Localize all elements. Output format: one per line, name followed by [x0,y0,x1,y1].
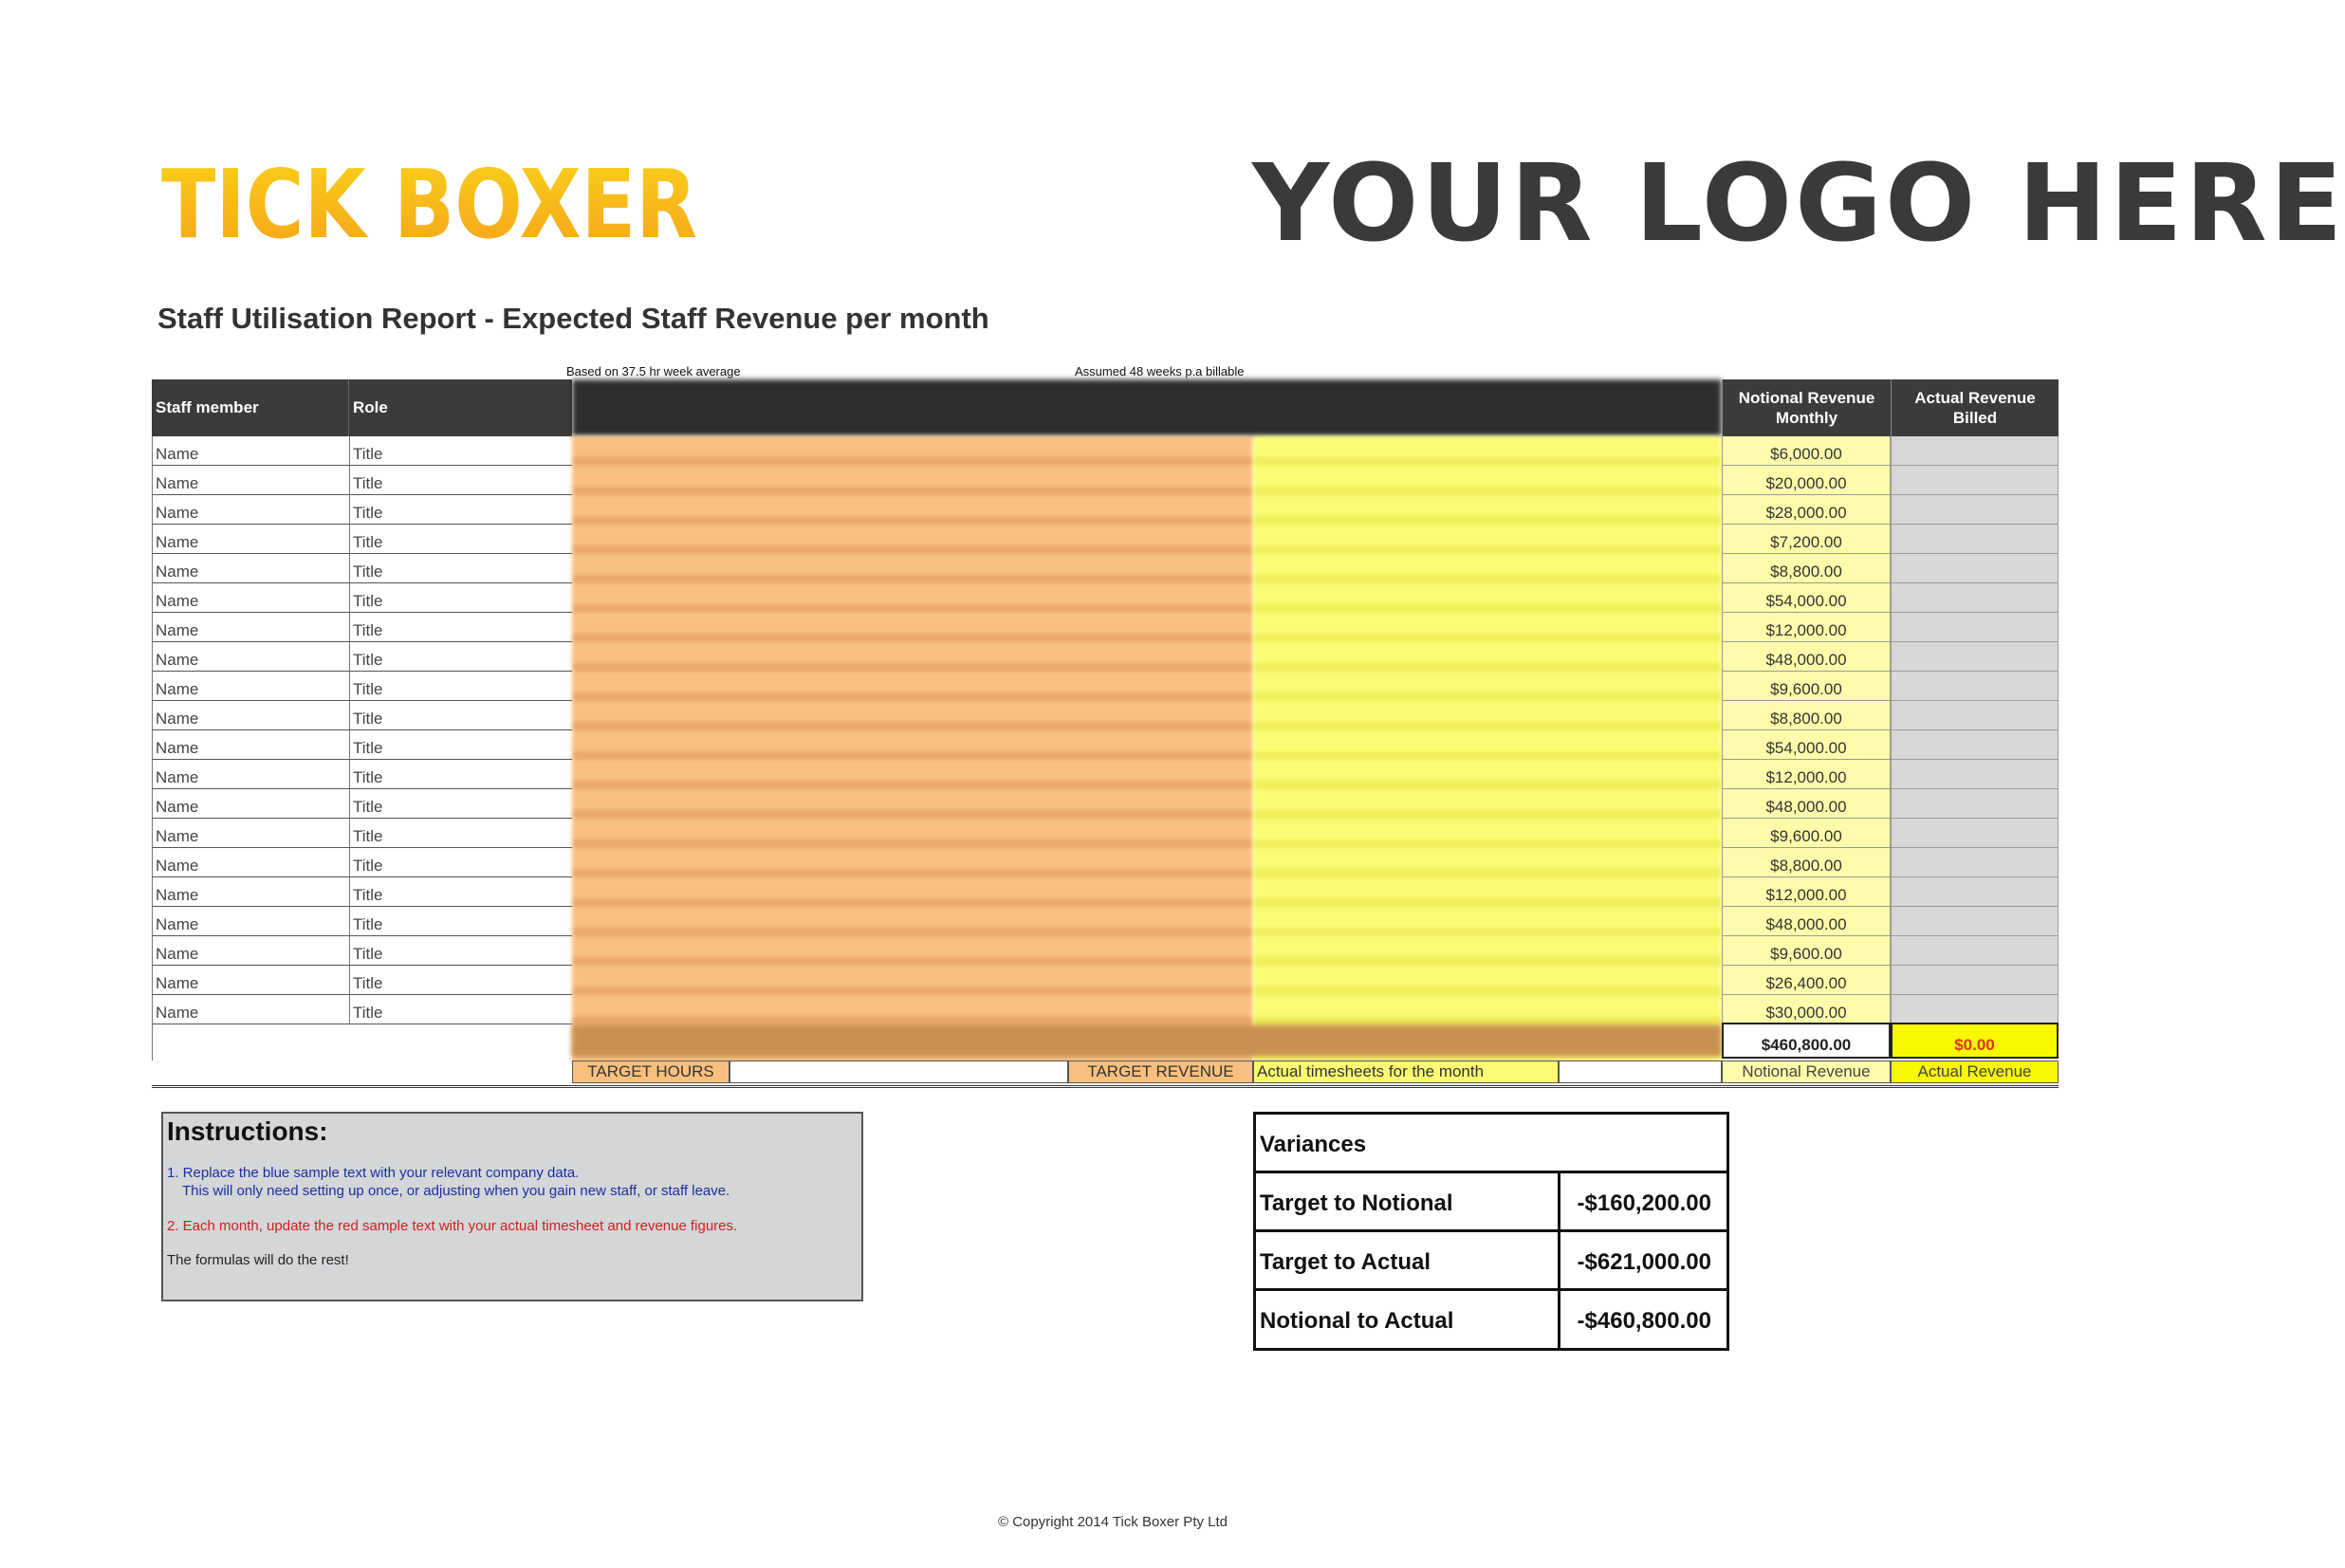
role-cell[interactable]: Title [349,613,572,642]
role-cell[interactable]: Title [349,583,572,613]
staff-name-cell[interactable]: Name [152,730,349,760]
variance-label: Notional to Actual [1260,1308,1454,1334]
table-row [152,936,2059,966]
footer-row [152,1061,2059,1083]
role-cell[interactable]: Title [349,495,572,525]
staff-name-cell[interactable]: Name [152,466,349,495]
staff-name-cell[interactable]: Name [152,995,349,1024]
totals-row [152,1023,2059,1061]
note-hours: Based on 37.5 hr week average [566,364,741,378]
notional-revenue-cell: $12,000.00 [1722,877,1891,907]
staff-name-cell[interactable]: Name [152,877,349,907]
variance-value: -$621,000.00 [1577,1249,1711,1275]
table-row [152,819,2059,848]
brand-name: TICK BOXER [161,149,697,260]
actual-revenue-cell[interactable] [1891,936,2059,966]
role-cell[interactable]: Title [349,789,572,819]
staff-name-cell[interactable]: Name [152,495,349,525]
staff-name-cell[interactable]: Name [152,642,349,672]
staff-name-cell[interactable]: Name [152,525,349,554]
instructions-line-3: 2. Each month, update the red sample text with your actual timesheet and revenue figures. [167,1218,738,1234]
role-cell[interactable]: Title [349,525,572,554]
role-cell[interactable]: Title [349,466,572,495]
role-cell[interactable]: Title [349,995,572,1024]
table-row [152,583,2059,613]
variance-row [1256,1173,1726,1232]
total-actual: $0.00 [1891,1023,2059,1059]
placeholder-logo: YOUR LOGO HERE [1252,142,2345,266]
copyright: © Copyright 2014 Tick Boxer Pty Ltd [998,1514,1228,1530]
table-row [152,525,2059,554]
actual-revenue-cell[interactable] [1891,701,2059,730]
actual-revenue-cell[interactable] [1891,642,2059,672]
footer-actual-revenue: Actual Revenue [1891,1061,2059,1083]
role-cell[interactable]: Title [349,966,572,995]
variances-header [1256,1115,1726,1173]
staff-name-cell[interactable]: Name [152,789,349,819]
header-notional-revenue: Notional Revenue Monthly [1722,379,1891,436]
staff-name-cell[interactable]: Name [152,760,349,789]
notional-revenue-cell: $28,000.00 [1722,495,1891,525]
role-cell[interactable]: Title [349,936,572,966]
notional-revenue-cell: $20,000.00 [1722,466,1891,495]
role-cell[interactable]: Title [349,672,572,701]
variance-value: -$160,200.00 [1577,1190,1711,1216]
notional-revenue-cell: $8,800.00 [1722,701,1891,730]
actual-revenue-cell[interactable] [1891,819,2059,848]
header-actual-revenue: Actual Revenue Billed [1891,379,2059,436]
table-row [152,436,2059,466]
role-cell[interactable]: Title [349,642,572,672]
table-row [152,907,2059,936]
staff-name-cell[interactable]: Name [152,936,349,966]
role-cell[interactable]: Title [349,760,572,789]
notional-revenue-cell: $8,800.00 [1722,848,1891,877]
header-role: Role [349,379,572,436]
notional-revenue-cell: $7,200.00 [1722,525,1891,554]
actual-revenue-cell[interactable] [1891,672,2059,701]
notional-revenue-cell: $6,000.00 [1722,436,1891,466]
actual-revenue-cell[interactable] [1891,730,2059,760]
actual-revenue-cell[interactable] [1891,995,2059,1024]
header-staff-member: Staff member [152,379,349,436]
role-cell[interactable]: Title [349,877,572,907]
table-row [152,613,2059,642]
variance-row [1256,1232,1726,1291]
actual-revenue-cell[interactable] [1891,966,2059,995]
instructions-box [161,1112,863,1301]
actual-revenue-cell[interactable] [1891,848,2059,877]
blurred-header [572,379,1722,436]
staff-name-cell[interactable]: Name [152,583,349,613]
variance-label: Target to Actual [1260,1249,1431,1275]
notional-revenue-cell: $9,600.00 [1722,936,1891,966]
actual-revenue-cell[interactable] [1891,466,2059,495]
table-row [152,495,2059,525]
note-weeks: Assumed 48 weeks p.a billable [1075,364,1245,378]
table-row [152,760,2059,789]
variances-title: Variances [1260,1132,1367,1157]
actual-revenue-cell[interactable] [1891,525,2059,554]
notional-revenue-cell: $54,000.00 [1722,583,1891,613]
instructions-line-1: 1. Replace the blue sample text with your relevant company data. [167,1165,580,1181]
actual-revenue-cell[interactable] [1891,495,2059,525]
staff-name-cell[interactable]: Name [152,436,349,466]
staff-name-cell[interactable]: Name [152,907,349,936]
actual-revenue-cell[interactable] [1891,583,2059,613]
staff-name-cell[interactable]: Name [152,701,349,730]
notional-revenue-cell: $9,600.00 [1722,672,1891,701]
table-bottom-border [152,1085,2059,1088]
staff-table [152,379,2059,1091]
staff-name-cell[interactable]: Name [152,819,349,848]
actual-revenue-cell[interactable] [1891,907,2059,936]
table-row [152,877,2059,907]
actual-revenue-cell[interactable] [1891,436,2059,466]
notional-revenue-cell: $48,000.00 [1722,789,1891,819]
footer-actual-timesheets: Actual timesheets for the month [1253,1061,1559,1083]
role-cell[interactable]: Title [349,848,572,877]
role-cell[interactable]: Title [349,436,572,466]
staff-name-cell[interactable]: Name [152,613,349,642]
notional-revenue-cell: $48,000.00 [1722,907,1891,936]
table-row [152,642,2059,672]
actual-revenue-cell[interactable] [1891,877,2059,907]
footer-empty-1 [729,1061,1068,1083]
variance-value: -$460,800.00 [1577,1308,1711,1334]
table-row [152,701,2059,730]
notional-revenue-cell: $26,400.00 [1722,966,1891,995]
role-cell[interactable]: Title [349,730,572,760]
variances-divider [1558,1173,1560,1348]
instructions-line-4: The formulas will do the rest! [167,1252,349,1268]
report-title: Staff Utilisation Report - Expected Staff Revenue per month [157,302,989,335]
variance-row [1256,1291,1726,1348]
footer-notional-revenue: Notional Revenue [1722,1061,1891,1083]
actual-revenue-cell[interactable] [1891,613,2059,642]
role-cell[interactable]: Title [349,554,572,583]
notional-revenue-cell: $30,000.00 [1722,995,1891,1024]
staff-name-cell[interactable]: Name [152,672,349,701]
actual-revenue-cell[interactable] [1891,760,2059,789]
instructions-line-2: This will only need setting up once, or adjusting when you gain new staff, or staff leave. [182,1183,730,1199]
footer-empty-2 [1559,1061,1722,1083]
table-row [152,672,2059,701]
footer-target-hours: TARGET HOURS [572,1061,729,1083]
staff-name-cell[interactable]: Name [152,554,349,583]
notional-revenue-cell: $12,000.00 [1722,613,1891,642]
total-notional: $460,800.00 [1722,1023,1891,1059]
table-row [152,789,2059,819]
role-cell[interactable]: Title [349,907,572,936]
staff-name-cell[interactable]: Name [152,966,349,995]
notional-revenue-cell: $48,000.00 [1722,642,1891,672]
table-row [152,554,2059,583]
actual-revenue-cell[interactable] [1891,554,2059,583]
blurred-totals [572,1024,1722,1057]
footer-target-revenue: TARGET REVENUE [1068,1061,1253,1083]
table-row [152,466,2059,495]
tick-boxer-logo [161,149,702,260]
notional-revenue-cell: $54,000.00 [1722,730,1891,760]
notional-revenue-cell: $12,000.00 [1722,760,1891,789]
staff-name-cell[interactable]: Name [152,848,349,877]
actual-revenue-cell[interactable] [1891,789,2059,819]
instructions-title: Instructions: [167,1116,328,1146]
table-row [152,995,2059,1024]
variance-label: Target to Notional [1260,1190,1453,1216]
notional-revenue-cell: $9,600.00 [1722,819,1891,848]
table-row [152,730,2059,760]
role-cell[interactable]: Title [349,819,572,848]
table-row [152,966,2059,995]
table-row [152,848,2059,877]
role-cell[interactable]: Title [349,701,572,730]
notional-revenue-cell: $8,800.00 [1722,554,1891,583]
variances-box [1253,1112,1729,1351]
